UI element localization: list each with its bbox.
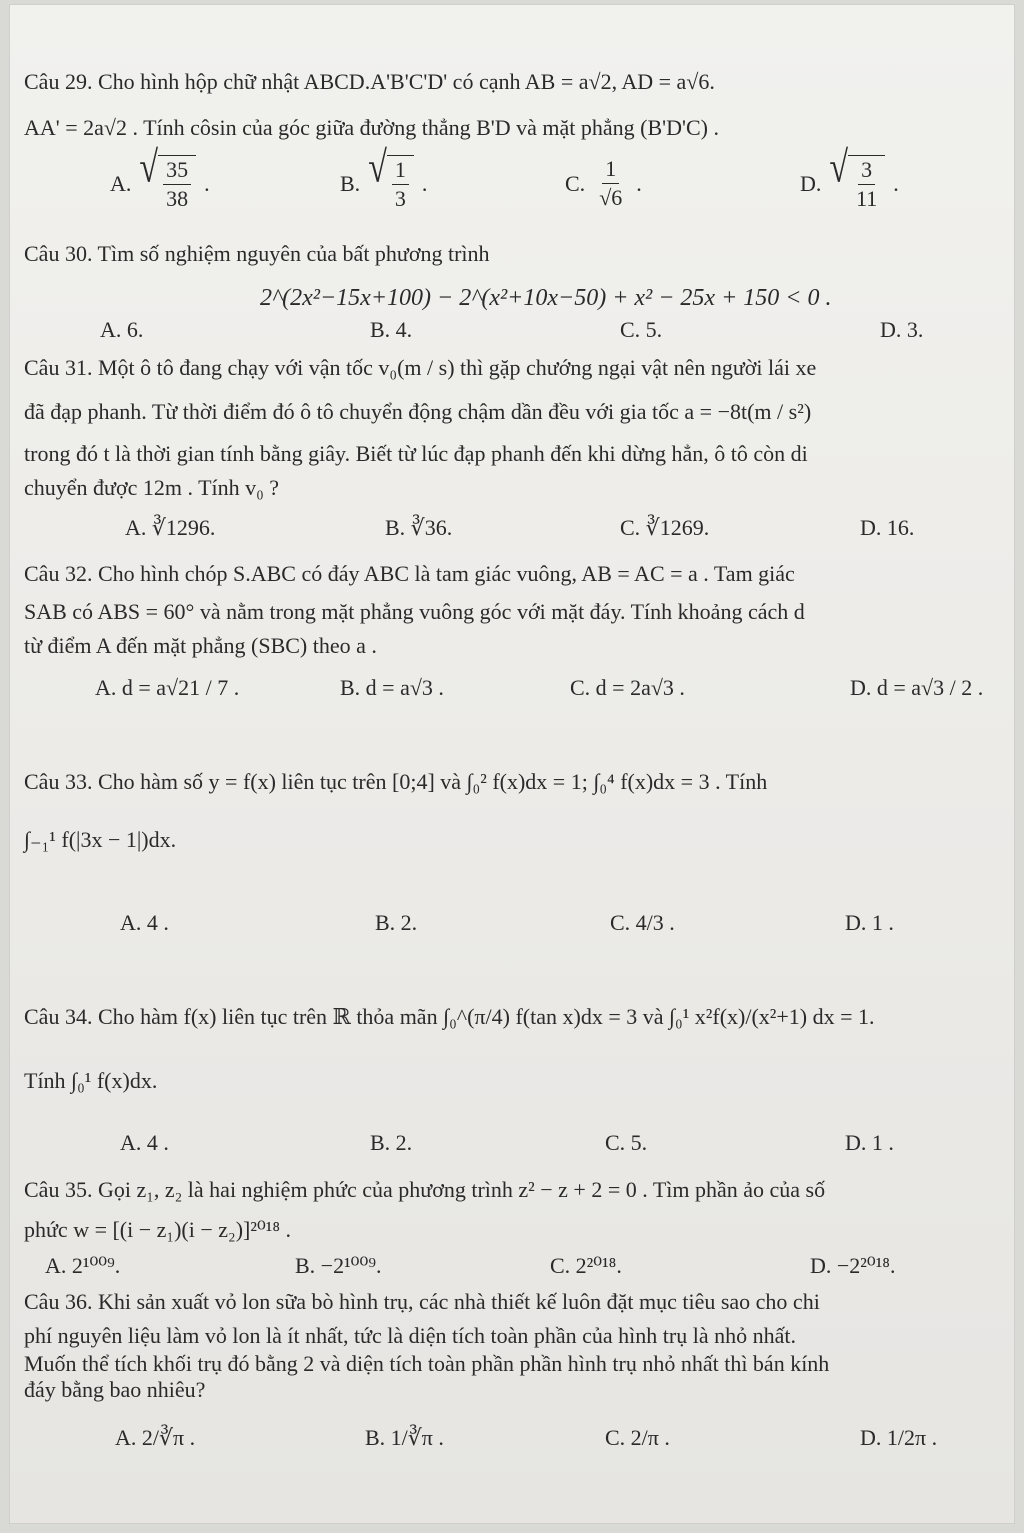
option-32-b[interactable]: B. d = a√3 . <box>340 675 444 700</box>
option-36-d[interactable]: D. 1/2π . <box>860 1425 938 1450</box>
question-29-line-2: AA' = 2a√2 . Tính côsin của góc giữa đường thẳng B'D và mặt phẳng (B'D'C) . <box>24 115 719 140</box>
option-30-d[interactable]: D. 3. <box>880 317 924 342</box>
option-30-c[interactable]: C. 5. <box>620 317 663 342</box>
numerator: 1 <box>602 155 619 184</box>
question-36-line-3: Muốn thể tích khối trụ đó bằng 2 và diện tích toàn phần phần hình trụ nhỏ nhất thì bán kính <box>24 1351 830 1376</box>
option-36-c[interactable]: C. 2/π . <box>605 1425 670 1450</box>
option-35-d[interactable]: D. −2²⁰¹⁸. <box>810 1253 896 1278</box>
question-32-options <box>10 675 1014 739</box>
option-34-a[interactable]: A. 4 . <box>120 1130 169 1155</box>
option-30-b[interactable]: B. 4. <box>370 317 413 342</box>
option-34-c[interactable]: C. 5. <box>605 1130 648 1155</box>
option-31-c[interactable]: C. ∛1269. <box>620 515 710 540</box>
question-31-line-3: trong đó t là thời gian tính bằng giây. Biết từ lúc đạp phanh đến khi dừng hẳn, ô tô còn di <box>24 441 808 466</box>
question-35-line-1: Câu 35. Gọi z₁, z₂ là hai nghiệm phức của phương trình z² − z + 2 = 0 . Tìm phần ảo của số <box>24 1177 826 1202</box>
question-31 <box>24 351 1008 505</box>
question-31-line-4: chuyển được 12m . Tính v₀ ? <box>24 475 280 500</box>
question-30-formula: 2^(2x²−15x+100) − 2^(x²+10x−50) + x² − 25x + 150 < 0 . <box>260 285 832 311</box>
question-30-line-1: Câu 30. Tìm số nghiệm nguyên của bất phương trình <box>24 241 490 266</box>
option-label: A. <box>110 171 132 196</box>
option-29-c[interactable]: C. $\frac{1}{√6}$ . <box>565 156 642 210</box>
question-36-options <box>10 1425 1014 1489</box>
numerator: 3 <box>858 156 875 185</box>
question-29 <box>24 65 1008 145</box>
option-32-d[interactable]: D. d = a√3 / 2 . <box>850 675 984 700</box>
option-33-c[interactable]: C. 4/3 . <box>610 910 675 935</box>
question-31-line-2: đã đạp phanh. Từ thời điểm đó ô tô chuyển động chậm dần đều với gia tốc a = −8t(m / s²) <box>24 399 812 424</box>
option-35-b[interactable]: B. −2¹⁰⁰⁹. <box>295 1253 382 1278</box>
question-34 <box>24 1000 1008 1098</box>
option-31-d[interactable]: D. 16. <box>860 515 915 540</box>
option-36-b[interactable]: B. 1/∛π . <box>365 1425 444 1450</box>
option-33-d[interactable]: D. 1 . <box>845 910 894 935</box>
question-32 <box>24 557 1008 663</box>
denominator: 11 <box>856 186 878 211</box>
question-35-line-2: phức w = [(i − z₁)(i − z₂)]²⁰¹⁸ . <box>24 1217 292 1242</box>
question-30 <box>24 237 1008 271</box>
option-36-a[interactable]: A. 2/∛π . <box>115 1425 196 1450</box>
question-35 <box>24 1173 1008 1247</box>
option-29-b[interactable]: B. √ $\frac{1}{3}$ . <box>340 143 428 211</box>
question-32-line-1: Câu 32. Cho hình chóp S.ABC có đáy ABC là tam giác vuông, AB = AC = a . Tam giác <box>24 561 795 586</box>
numerator: 1 <box>392 156 409 185</box>
question-33-line-2: ∫₋₁¹ f(|3x − 1|)dx. <box>24 827 177 852</box>
option-30-a[interactable]: A. 6. <box>100 317 144 342</box>
numerator: 35 <box>163 156 191 185</box>
denominator: 3 <box>394 186 406 211</box>
option-29-d[interactable]: D. √ $\frac{3}{11}$ . <box>800 143 899 211</box>
question-29-options <box>10 143 1014 219</box>
option-29-a[interactable]: A. √ $\frac{35}{38}$ . <box>110 143 210 211</box>
question-33-line-1: Câu 33. Cho hàm số y = f(x) liên tục trên [0;4] và ∫₀² f(x)dx = 1; ∫₀⁴ f(x)dx = 3 . Tính <box>24 769 768 794</box>
question-34-line-2: Tính ∫₀¹ f(x)dx. <box>24 1068 158 1093</box>
question-32-line-3: từ điểm A đến mặt phẳng (SBC) theo a . <box>24 633 377 658</box>
question-36-line-1: Câu 36. Khi sản xuất vỏ lon sữa bò hình trụ, các nhà thiết kế luôn đặt mục tiêu sao cho chi <box>24 1289 820 1314</box>
question-36-line-4: đáy bằng bao nhiêu? <box>24 1377 206 1402</box>
option-label: C. <box>565 170 586 196</box>
question-34-line-1: Câu 34. Cho hàm f(x) liên tục trên ℝ thỏa mãn ∫₀^(π/4) f(tan x)dx = 3 và ∫₀¹ x²f(x)/(x²+1) dx = 1. <box>24 1004 875 1029</box>
question-36 <box>24 1285 1008 1405</box>
option-31-a[interactable]: A. ∛1296. <box>125 515 216 540</box>
option-34-d[interactable]: D. 1 . <box>845 1130 894 1155</box>
option-35-c[interactable]: C. 2²⁰¹⁸. <box>550 1253 622 1278</box>
option-33-a[interactable]: A. 4 . <box>120 910 169 935</box>
option-34-b[interactable]: B. 2. <box>370 1130 413 1155</box>
option-label: D. <box>800 171 822 196</box>
denominator: 38 <box>166 186 189 211</box>
exam-page <box>10 5 1014 1523</box>
question-33-options <box>10 910 1014 974</box>
option-32-c[interactable]: C. d = 2a√3 . <box>570 675 685 700</box>
option-31-b[interactable]: B. ∛36. <box>385 515 453 540</box>
question-29-line-1: Câu 29. Cho hình hộp chữ nhật ABCD.A'B'C'D' có cạnh AB = a√2, AD = a√6. <box>24 69 715 94</box>
denominator: 6 <box>611 185 623 210</box>
option-32-a[interactable]: A. d = a√21 / 7 . <box>95 675 240 700</box>
option-label: B. <box>340 171 361 196</box>
option-35-a[interactable]: A. 2¹⁰⁰⁹. <box>45 1253 121 1278</box>
question-36-line-2: phí nguyên liệu làm vỏ lon là ít nhất, tức là diện tích toàn phần của hình trụ là nhỏ nhất. <box>24 1323 796 1348</box>
question-33 <box>24 765 1008 857</box>
question-32-line-2: SAB có ABS = 60° và nằm trong mặt phẳng vuông góc với mặt đáy. Tính khoảng cách d <box>24 599 805 624</box>
option-33-b[interactable]: B. 2. <box>375 910 418 935</box>
question-31-line-1: Câu 31. Một ô tô đang chạy với vận tốc v₀(m / s) thì gặp chướng ngại vật nên người lái xe <box>24 355 817 380</box>
